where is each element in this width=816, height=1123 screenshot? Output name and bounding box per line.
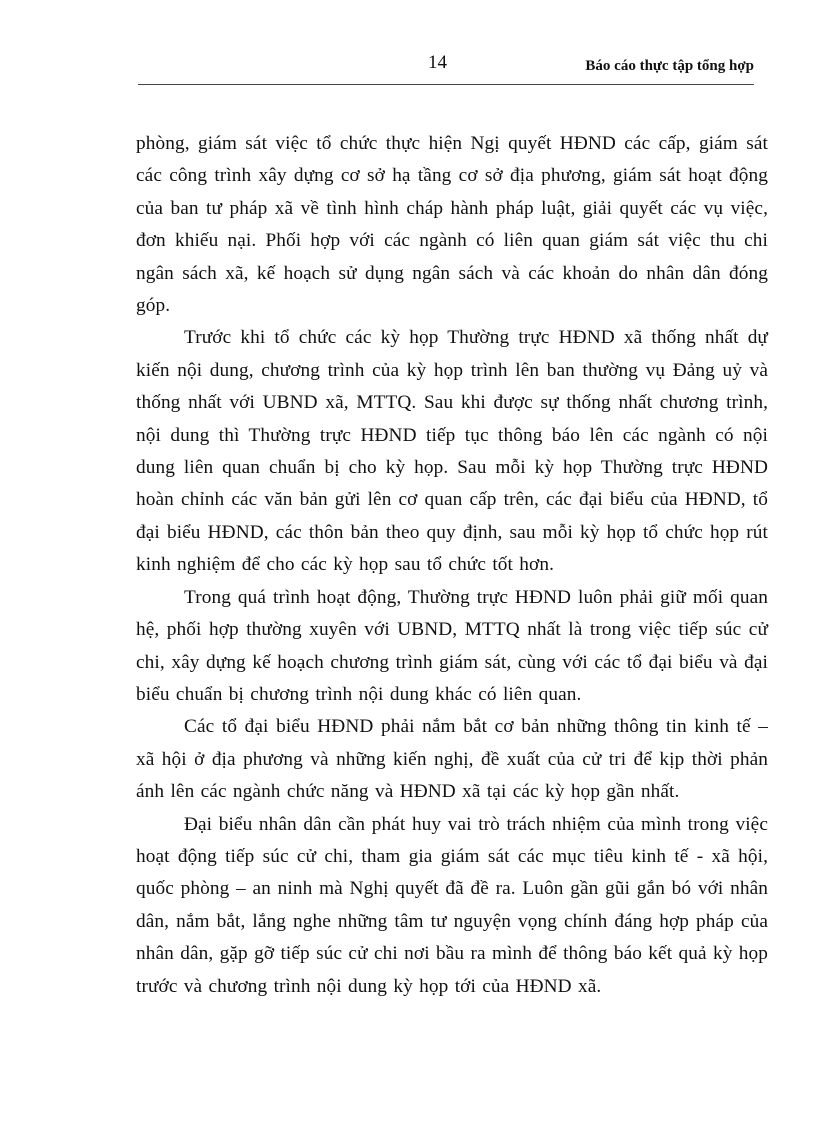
- paragraph: Trong quá trình hoạt động, Thường trực HĐND luôn phải giữ mối quan hệ, phối hợp thường xuyên với UBND, MTTQ nhất là trong việc tiếp súc cử chi, xây dựng kế hoạch chương trình giám sát, cùng với các tổ đại biểu và đại biểu chuẩn bị chương trình nội dung khác có liên quan.: [136, 586, 768, 705]
- running-header-title: Báo cáo thực tập tổng hợp: [585, 58, 754, 74]
- paragraph: Đại biểu nhân dân cần phát huy vai trò trách nhiệm của mình trong việc hoạt động tiếp súc cử chi, tham gia giám sát các mục tiêu kinh tế - xã hội, quốc phòng – an ninh mà Nghị quyết đã đề ra. Luôn gần gũi gắn bó với nhân dân, nắm bắt, lắng nghe những tâm tư nguyện vọng chính đáng hợp pháp của nhân dân, gặp gỡ tiếp súc cử chi nơi bầu ra mình để thông báo kết quả kỳ họp trước và chương trình nội dung kỳ họp tới của HĐND xã.: [136, 813, 768, 997]
- header-divider: [138, 84, 754, 85]
- paragraph: Trước khi tổ chức các kỳ họp Thường trực HĐND xã thống nhất dự kiến nội dung, chương trình của kỳ họp trình lên ban thường vụ Đảng uỷ và thống nhất với UBND xã, MTTQ. Sau khi được sự thống nhất chương trình, nội dung thì Thường trực HĐND tiếp tục thông báo lên các ngành có nội dung liên quan chuẩn bị cho kỳ họp. Sau mỗi kỳ họp Thường trực HĐND hoàn chỉnh các văn bản gửi lên cơ quan cấp trên, các đại biểu của HĐND, tổ đại biểu HĐND, các thôn bản theo quy định, sau mỗi kỳ họp tổ chức họp rút kinh nghiệm để cho các kỳ họp sau tổ chức tốt hơn.: [136, 327, 768, 576]
- paragraph: Các tổ đại biểu HĐND phải nắm bắt cơ bản những thông tin kinh tế – xã hội ở địa phương và những kiến nghị, đề xuất của cử tri để kịp thời phản ánh lên các ngành chức năng và HĐND xã tại các kỳ họp gần nhất.: [136, 716, 768, 803]
- paragraph-continuation: phòng, giám sát việc tổ chức thực hiện Ngị quyết HĐND các cấp, giám sát các công trình xây dựng cơ sở hạ tầng cơ sở địa phương, giám sát hoạt động của ban tư pháp xã về tình hình cháp hành pháp luật, giải quyết các vụ việc, đơn khiếu nại. Phối hợp với các ngành có liên quan giám sát việc thu chi ngân sách xã, kế hoạch sử dụng ngân sách và các khoản do nhân dân đóng góp.: [136, 133, 768, 317]
- page-number: 14: [428, 52, 447, 73]
- document-body: [136, 128, 768, 1003]
